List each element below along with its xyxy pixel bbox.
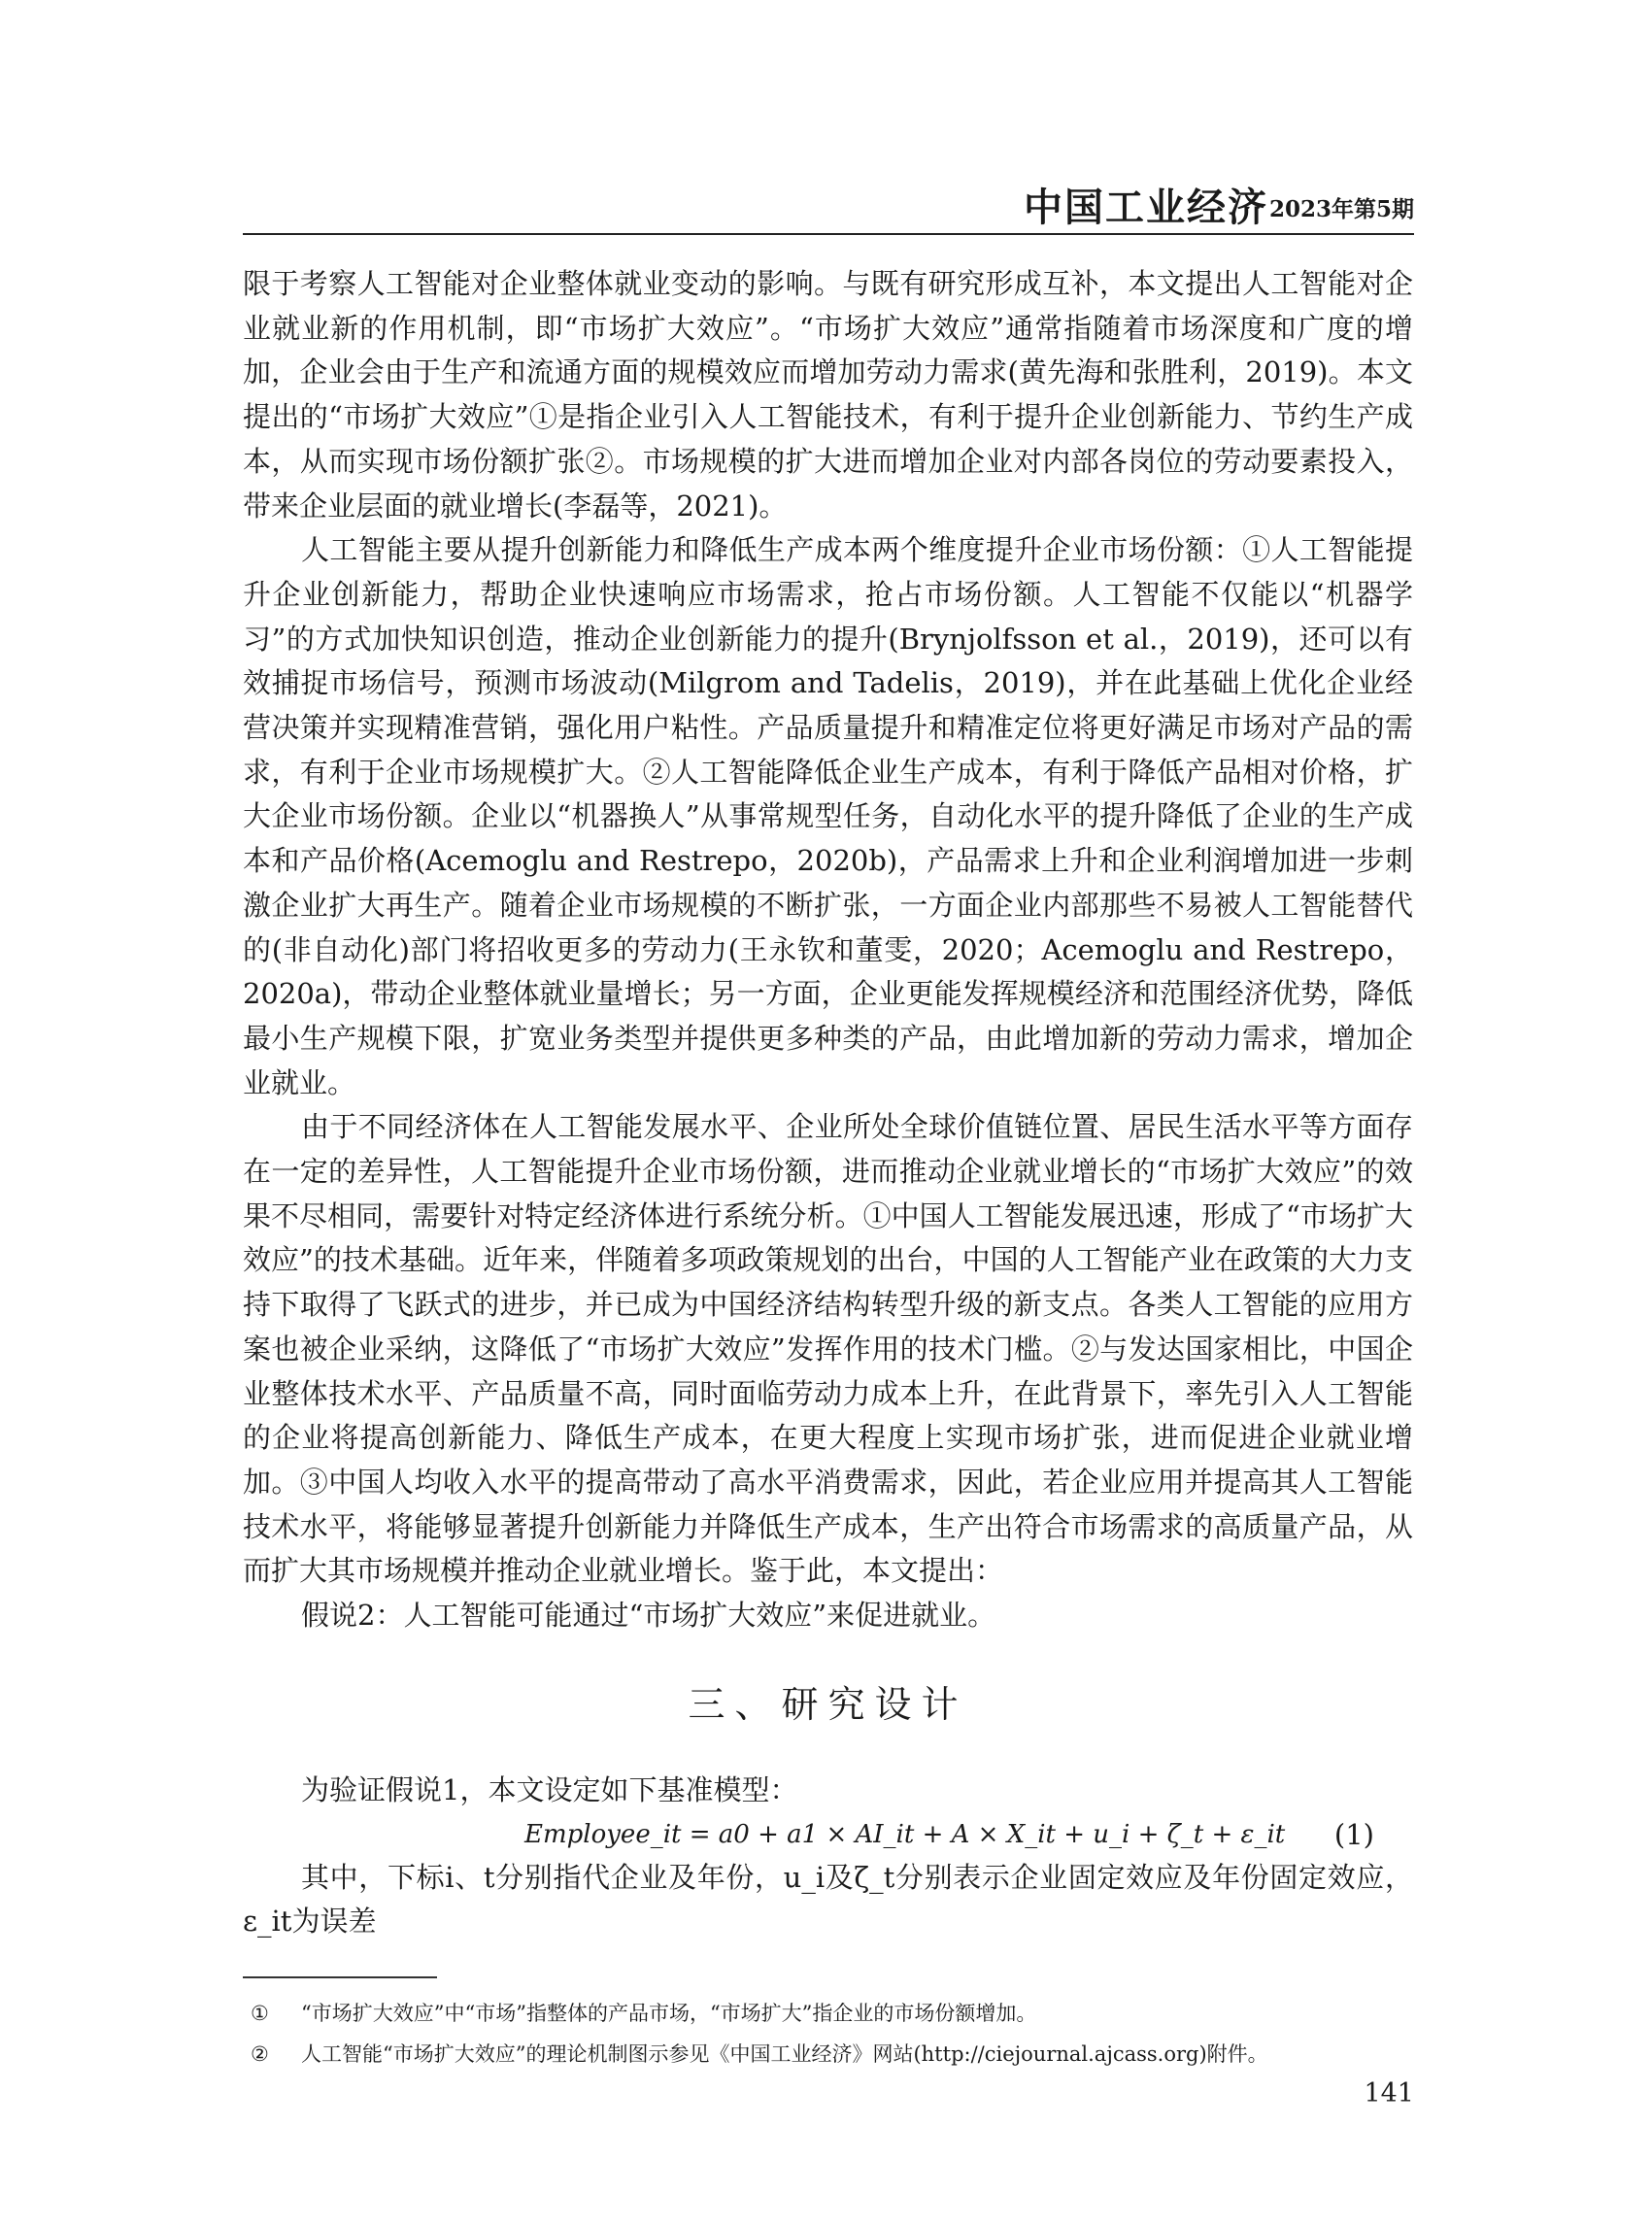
model-intro: 为验证假说1，本文设定如下基准模型：	[301, 1772, 798, 1806]
main-text	[243, 262, 1413, 1944]
paragraph: 人工智能主要从提升创新能力和降低生产成本两个维度提升企业市场份额：①人工智能提升企业创新能力，帮助企业快速响应市场需求，抢占市场份额。人工智能不仅能以“机器学习”的方式加快知识创造，推动企业创新能力的提升(Brynjolfsson et al.，2019)，还可以有效捕捉市场信号，预测市场波动(Milgrom and Tadelis，2019)，并在此基础上优化企业经营决策并实现精准营销，强化用户粘性。产品质量提升和精准定位将更好满足市场对产品的需求，有利于企业市场规模扩大。②人工智能降低企业生产成本，有利于降低产品相对价格，扩大企业市场份额。企业以“机器换人”从事常规型任务，自动化水平的提升降低了企业的生产成本和产品价格(Acemoglu and Restrepo，2020b)，产品需求上升和企业利润增加进一步刺激企业扩大再生产。随着企业市场规模的不断扩张，一方面企业内部那些不易被人工智能替代的(非自动化)部门将招收更多的劳动力(王永钦和董雯，2020；Acemoglu and Restrepo，2020a)，带动企业整体就业量增长；另一方面，企业更能发挥规模经济和范围经济优势，降低最小生产规模下限，扩宽业务类型并提供更多种类的产品，由此增加新的劳动力需求，增加企业就业。	[243, 533, 1413, 1099]
footnote-mark: ①	[251, 2002, 269, 2025]
footnote-rule	[243, 1976, 437, 1978]
equation-text: Employee_it = a0 + a1 × AI_it + A × X_it + u_i + ζ_t + ε_it	[524, 1819, 1286, 1849]
paragraph: 限于考察人工智能对企业整体就业变动的影响。与既有研究形成互补，本文提出人工智能对企业就业新的作用机制，即“市场扩大效应”。“市场扩大效应”通常指随着市场深度和广度的增加，企业会由于生产和流通方面的规模效应而增加劳动力需求(黄先海和张胜利，2019)。本文提出的“市场扩大效应”①是指企业引入人工智能技术，有利于提升企业创新能力、节约生产成本，从而实现市场份额扩张②。市场规模的扩大进而增加企业对内部各岗位的劳动要素投入，带来企业层面的就业增长(李磊等，2021)。	[243, 267, 1413, 523]
running-header	[243, 185, 1414, 231]
footnotes	[243, 1996, 1413, 2077]
issue-label: 2023年第5期	[1268, 196, 1414, 222]
footnote	[243, 2037, 1413, 2072]
hypothesis-2: 假说2：人工智能可能通过“市场扩大效应”来促进就业。	[301, 1599, 996, 1633]
footnote-text: 人工智能“市场扩大效应”的理论机制图示参见《中国工业经济》网站(http://ciejournal.ajcass.org)附件。	[301, 2042, 1268, 2066]
footnote	[243, 1996, 1413, 2031]
section-title: 三、研究设计	[688, 1682, 968, 1726]
paragraph: 其中，下标i、t分别指代企业及年份，u_i及ζ_t分别表示企业固定效应及年份固定效应，ε_it为误差	[243, 1860, 1413, 1939]
journal-title: 中国工业经济	[1024, 185, 1268, 230]
page-number: 141	[1364, 2078, 1414, 2108]
footnote-text: “市场扩大效应”中“市场”指整体的产品市场，“市场扩大”指企业的市场份额增加。	[301, 2002, 1037, 2025]
equation-1	[243, 1813, 1413, 1856]
paragraph: 由于不同经济体在人工智能发展水平、企业所处全球价值链位置、居民生活水平等方面存在一定的差异性，人工智能提升企业市场份额，进而推动企业就业增长的“市场扩大效应”的效果不尽相同，需要针对特定经济体进行系统分析。①中国人工智能发展迅速，形成了“市场扩大效应”的技术基础。近年来，伴随着多项政策规划的出台，中国的人工智能产业在政策的大力支持下取得了飞跃式的进步，并已成为中国经济结构转型升级的新支点。各类人工智能的应用方案也被企业采纳，这降低了“市场扩大效应”发挥作用的技术门槛。②与发达国家相比，中国企业整体技术水平、产品质量不高，同时面临劳动力成本上升，在此背景下，率先引入人工智能的企业将提高创新能力、降低生产成本，在更大程度上实现市场扩张，进而促进企业就业增加。③中国人均收入水平的提高带动了高水平消费需求，因此，若企业应用并提高其人工智能技术水平，将能够显著提升创新能力并降低生产成本，生产出符合市场需求的高质量产品，从而扩大其市场规模并推动企业就业增长。鉴于此，本文提出：	[243, 1110, 1413, 1588]
footnote-mark: ②	[251, 2042, 269, 2066]
header-rule	[243, 233, 1414, 235]
equation-number: (1)	[1333, 1817, 1374, 1851]
